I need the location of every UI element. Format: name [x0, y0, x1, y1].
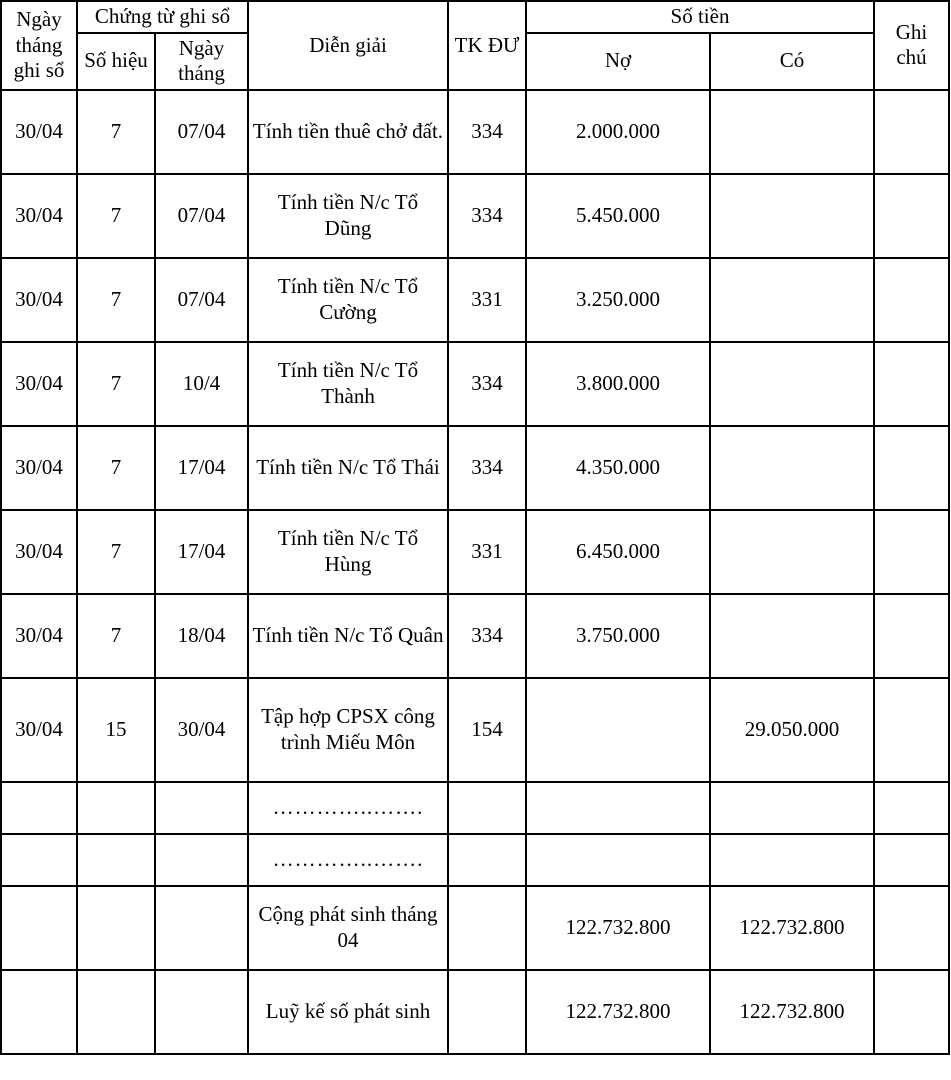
- cell-description: Luỹ kế số phát sinh: [248, 970, 448, 1054]
- cell-document-date: [155, 970, 248, 1054]
- cell-account: 154: [448, 678, 526, 782]
- cell-account: 334: [448, 426, 526, 510]
- header-document-number: Số hiệu: [77, 33, 155, 90]
- table-row: [1, 678, 949, 782]
- cell-debit: 6.450.000: [526, 510, 710, 594]
- table-row: [1, 90, 949, 174]
- cell-document-number: 7: [77, 258, 155, 342]
- cell-credit: [710, 342, 874, 426]
- header-account: TK ĐƯ: [448, 1, 526, 90]
- cell-date-recorded: 30/04: [1, 594, 77, 678]
- cell-note: [874, 594, 949, 678]
- header-description: Diễn giải: [248, 1, 448, 90]
- cell-account: 334: [448, 594, 526, 678]
- cell-debit: 122.732.800: [526, 970, 710, 1054]
- cell-document-date: 07/04: [155, 258, 248, 342]
- cell-document-number: [77, 782, 155, 834]
- cell-note: [874, 886, 949, 970]
- table-row: [1, 342, 949, 426]
- cell-note: [874, 678, 949, 782]
- cell-debit: 3.250.000: [526, 258, 710, 342]
- header-date-recorded: Ngày tháng ghi sổ: [1, 1, 77, 90]
- cell-credit: 122.732.800: [710, 886, 874, 970]
- table-row: [1, 970, 949, 1054]
- cell-date-recorded: 30/04: [1, 174, 77, 258]
- cell-account: [448, 782, 526, 834]
- table-row: [1, 258, 949, 342]
- cell-date-recorded: 30/04: [1, 90, 77, 174]
- table-row: [1, 510, 949, 594]
- cell-document-date: 17/04: [155, 426, 248, 510]
- cell-document-date: 30/04: [155, 678, 248, 782]
- table-row: [1, 426, 949, 510]
- cell-document-number: 7: [77, 342, 155, 426]
- cell-account: 331: [448, 510, 526, 594]
- cell-document-number: [77, 834, 155, 886]
- cell-note: [874, 834, 949, 886]
- header-document-date: Ngày tháng: [155, 33, 248, 90]
- cell-credit: [710, 594, 874, 678]
- table-row: [1, 834, 949, 886]
- cell-account: [448, 970, 526, 1054]
- cell-credit: [710, 174, 874, 258]
- cell-debit: 122.732.800: [526, 886, 710, 970]
- cell-note: [874, 970, 949, 1054]
- table-header: [1, 1, 949, 90]
- cell-debit: 3.800.000: [526, 342, 710, 426]
- cell-account: 334: [448, 342, 526, 426]
- cell-note: [874, 258, 949, 342]
- cell-document-number: [77, 970, 155, 1054]
- cell-account: [448, 834, 526, 886]
- cell-description: …………..…….: [248, 834, 448, 886]
- cell-note: [874, 782, 949, 834]
- cell-account: [448, 886, 526, 970]
- cell-credit: [710, 426, 874, 510]
- cell-note: [874, 174, 949, 258]
- cell-credit: [710, 510, 874, 594]
- cell-document-date: [155, 886, 248, 970]
- cell-document-date: 10/4: [155, 342, 248, 426]
- cell-date-recorded: [1, 834, 77, 886]
- cell-document-number: 7: [77, 594, 155, 678]
- cell-debit: 2.000.000: [526, 90, 710, 174]
- table-row: [1, 174, 949, 258]
- cell-note: [874, 342, 949, 426]
- cell-date-recorded: 30/04: [1, 678, 77, 782]
- cell-document-number: [77, 886, 155, 970]
- header-debit: Nợ: [526, 33, 710, 90]
- cell-description: Tính tiền N/c Tổ Cường: [248, 258, 448, 342]
- cell-document-number: 7: [77, 90, 155, 174]
- header-note: Ghi chú: [874, 1, 949, 90]
- cell-credit: [710, 782, 874, 834]
- cell-description: Tính tiền N/c Tổ Thái: [248, 426, 448, 510]
- cell-credit: [710, 90, 874, 174]
- cell-document-number: 7: [77, 174, 155, 258]
- cell-note: [874, 90, 949, 174]
- cell-credit: 29.050.000: [710, 678, 874, 782]
- cell-credit: [710, 834, 874, 886]
- cell-document-date: 17/04: [155, 510, 248, 594]
- cell-date-recorded: 30/04: [1, 342, 77, 426]
- cell-description: Tính tiền N/c Tổ Hùng: [248, 510, 448, 594]
- cell-document-date: 18/04: [155, 594, 248, 678]
- table-row: [1, 594, 949, 678]
- cell-debit: 4.350.000: [526, 426, 710, 510]
- header-amount-group: Số tiền: [526, 1, 874, 33]
- cell-description: Tính tiền N/c Tổ Dũng: [248, 174, 448, 258]
- cell-debit: 3.750.000: [526, 594, 710, 678]
- cell-credit: [710, 258, 874, 342]
- cell-description: Tập hợp CPSX công trình Miếu Môn: [248, 678, 448, 782]
- cell-document-date: [155, 782, 248, 834]
- cell-debit: [526, 678, 710, 782]
- header-document-group: Chứng từ ghi sổ: [77, 1, 248, 33]
- cell-date-recorded: [1, 782, 77, 834]
- cell-document-date: [155, 834, 248, 886]
- table-row: [1, 886, 949, 970]
- cell-note: [874, 426, 949, 510]
- cell-description: …………..…….: [248, 782, 448, 834]
- cell-account: 334: [448, 90, 526, 174]
- cell-document-number: 15: [77, 678, 155, 782]
- cell-date-recorded: [1, 886, 77, 970]
- cell-date-recorded: 30/04: [1, 258, 77, 342]
- cell-date-recorded: [1, 970, 77, 1054]
- cell-note: [874, 510, 949, 594]
- cell-date-recorded: 30/04: [1, 510, 77, 594]
- cell-document-date: 07/04: [155, 90, 248, 174]
- cell-date-recorded: 30/04: [1, 426, 77, 510]
- table-row: [1, 782, 949, 834]
- cell-debit: 5.450.000: [526, 174, 710, 258]
- cell-document-number: 7: [77, 510, 155, 594]
- cell-account: 334: [448, 174, 526, 258]
- table-body: [1, 90, 949, 1054]
- cell-description: Tính tiền thuê chở đất.: [248, 90, 448, 174]
- cell-document-date: 07/04: [155, 174, 248, 258]
- cell-description: Cộng phát sinh tháng 04: [248, 886, 448, 970]
- cell-description: Tính tiền N/c Tổ Thành: [248, 342, 448, 426]
- header-credit: Có: [710, 33, 874, 90]
- cell-document-number: 7: [77, 426, 155, 510]
- cell-description: Tính tiền N/c Tổ Quân: [248, 594, 448, 678]
- cell-debit: [526, 782, 710, 834]
- cell-debit: [526, 834, 710, 886]
- cell-account: 331: [448, 258, 526, 342]
- cell-credit: 122.732.800: [710, 970, 874, 1054]
